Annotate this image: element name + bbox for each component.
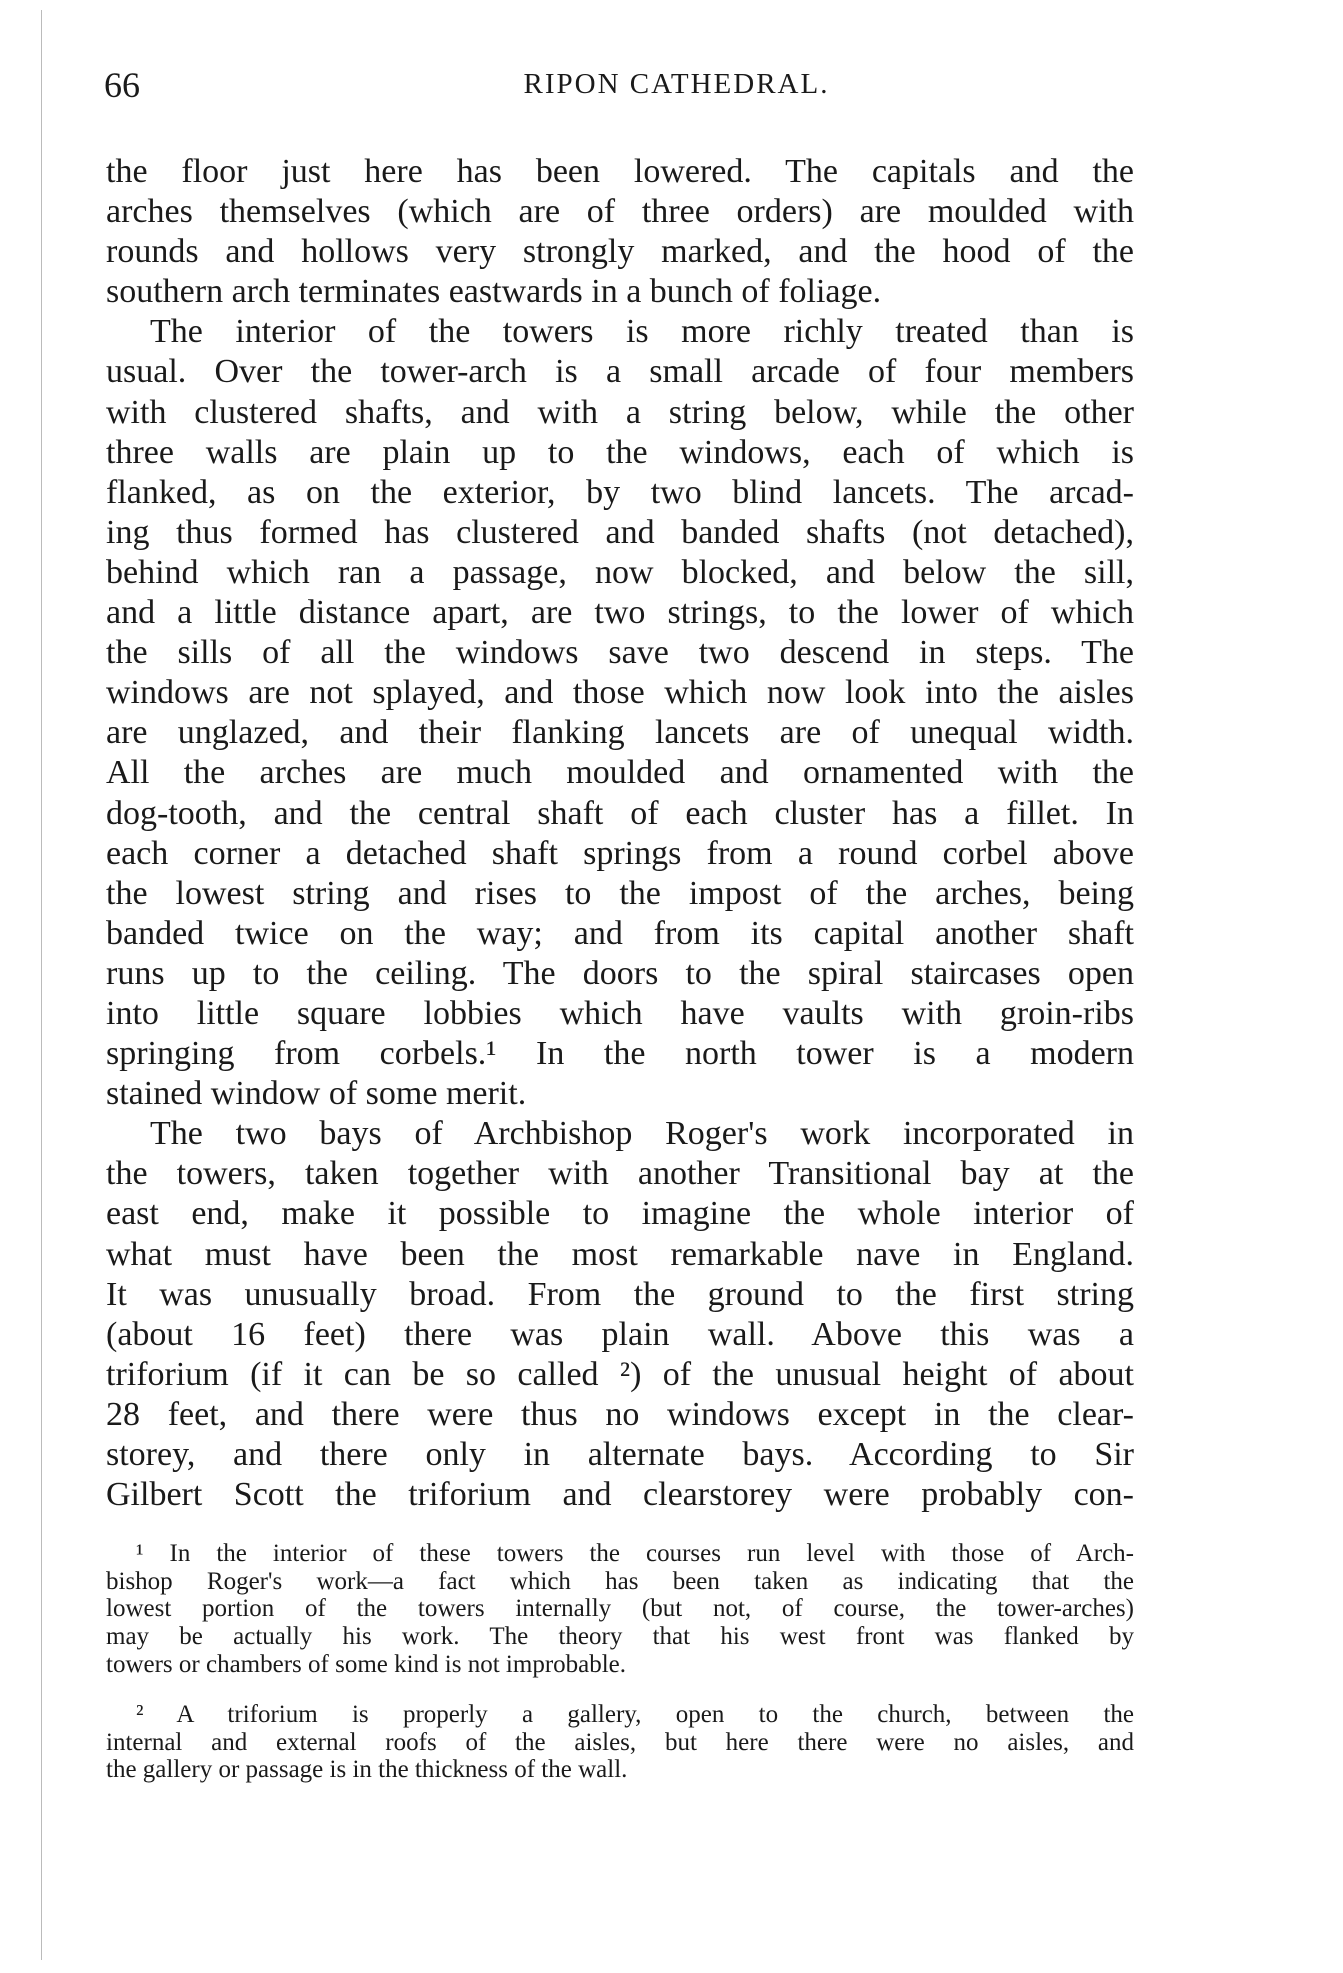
scan-page-edge xyxy=(41,10,42,1960)
text-line: banded twice on the way; and from its capital another shaft xyxy=(106,914,1134,952)
footnote-line: lowest portion of the towers internally (but not, of course, the tower-arches) xyxy=(106,1595,1134,1623)
text-line: triforium (if it can be so called ²) of the unusual height of about xyxy=(106,1355,1134,1393)
text-line: behind which ran a passage, now blocked, and below the sill, xyxy=(106,553,1134,591)
running-title: RIPON CATHEDRAL. xyxy=(523,68,830,100)
text-line: what must have been the most remarkable nave in England. xyxy=(106,1235,1134,1273)
text-line: (about 16 feet) there was plain wall. Above this was a xyxy=(106,1315,1134,1353)
footnote-line: towers or chambers of some kind is not improbable. xyxy=(106,1650,627,1678)
footnote-line: ² A triforium is properly a gallery, open to the church, between the xyxy=(136,1701,1134,1728)
text-line: southern arch terminates eastwards in a bunch of foliage. xyxy=(106,273,882,311)
text-line: the sills of all the windows save two descend in steps. The xyxy=(106,634,1134,672)
text-line: arches themselves (which are of three orders) are moulded with xyxy=(106,193,1134,231)
text-line: and a little distance apart, are two strings, to the lower of which xyxy=(106,594,1134,632)
text-line: The interior of the towers is more richly treated than is xyxy=(150,313,1134,351)
text-line: All the arches are much moulded and ornamented with the xyxy=(106,754,1134,792)
text-line: flanked, as on the exterior, by two blind lancets. The arcad- xyxy=(106,473,1134,511)
page-number: 66 xyxy=(104,65,140,105)
text-line: with clustered shafts, and with a string below, while the other xyxy=(106,393,1134,431)
text-line: rounds and hollows very strongly marked, and the hood of the xyxy=(106,233,1134,271)
text-line: into little square lobbies which have vaults with groin-ribs xyxy=(106,994,1134,1032)
footnote-1 xyxy=(106,1540,1134,1678)
footnote-line: the gallery or passage is in the thickness of the wall. xyxy=(106,1756,628,1784)
text-line: east end, make it possible to imagine the whole interior of xyxy=(106,1195,1134,1233)
text-line: dog-tooth, and the central shaft of each cluster has a fillet. In xyxy=(106,794,1134,832)
text-line: springing from corbels.¹ In the north tower is a modern xyxy=(106,1035,1134,1073)
text-line: Gilbert Scott the triforium and clearstorey were probably con- xyxy=(106,1476,1134,1514)
text-line: The two bays of Archbishop Roger's work incorporated in xyxy=(150,1115,1134,1153)
text-line: runs up to the ceiling. The doors to the spiral staircases open xyxy=(106,954,1134,992)
text-line: ing thus formed has clustered and banded shafts (not detached), xyxy=(106,513,1134,551)
text-line: the lowest string and rises to the impost of the arches, being xyxy=(106,874,1134,912)
footnote-line: ¹ In the interior of these towers the courses run level with those of Arch- xyxy=(136,1540,1134,1567)
text-line: three walls are plain up to the windows, each of which is xyxy=(106,433,1134,471)
body-text xyxy=(106,152,1134,1515)
text-line: are unglazed, and their flanking lancets are of unequal width. xyxy=(106,714,1134,752)
text-line: the floor just here has been lowered. The capitals and the xyxy=(106,153,1134,190)
footnote-2 xyxy=(106,1701,1134,1784)
text-line: storey, and there only in alternate bays. According to Sir xyxy=(106,1436,1134,1473)
footnote-line: may be actually his work. The theory that his west front was flanked by xyxy=(106,1623,1134,1651)
footnote-line: internal and external roofs of the aisles, but here there were no aisles, and xyxy=(106,1728,1134,1756)
text-line: 28 feet, and there were thus no windows except in the clear- xyxy=(106,1395,1134,1433)
text-line: stained window of some merit. xyxy=(106,1075,527,1113)
text-line: It was unusually broad. From the ground to the first string xyxy=(106,1275,1134,1313)
text-line: the towers, taken together with another Transitional bay at the xyxy=(106,1155,1134,1193)
footnote-line: bishop Roger's work—a fact which has been taken as indicating that the xyxy=(106,1567,1134,1595)
text-line: usual. Over the tower-arch is a small arcade of four members xyxy=(106,353,1134,391)
text-line: windows are not splayed, and those which now look into the aisles xyxy=(106,674,1134,712)
text-line: each corner a detached shaft springs from a round corbel above xyxy=(106,834,1134,872)
